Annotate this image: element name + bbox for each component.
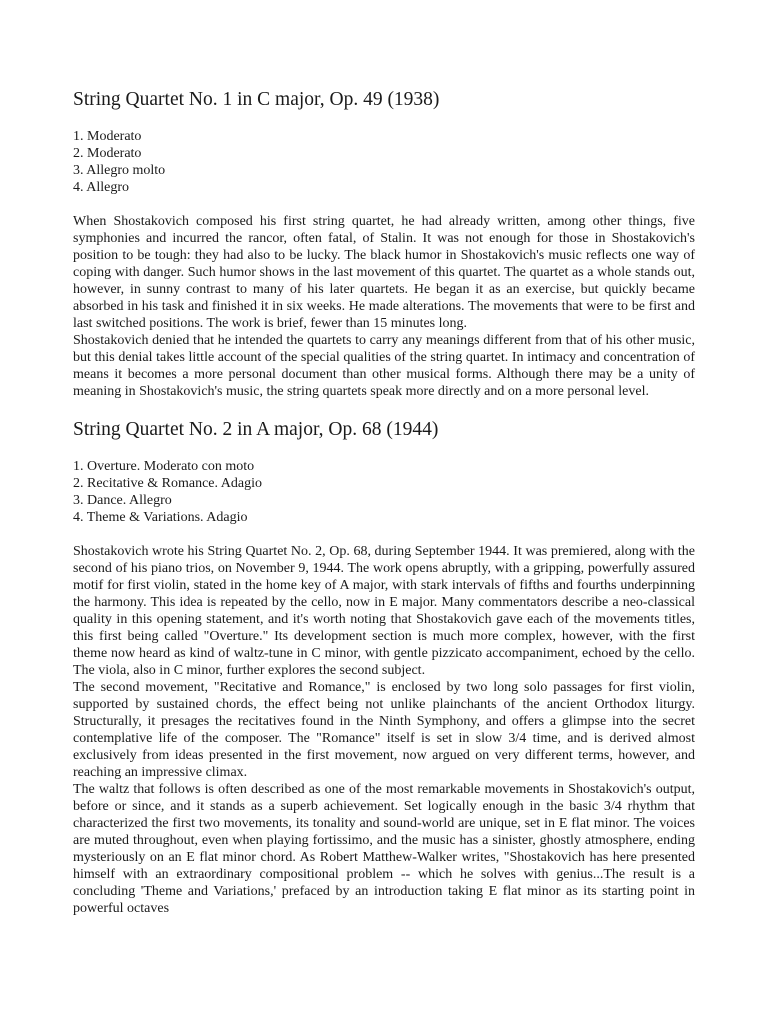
body-paragraph: Shostakovich wrote his String Quartet No. 2, Op. 68, during September 1944. It was premiered, along with the second of his piano trios, on November 9, 1944. The work opens abruptly, with a gripping, powerfully assured motif for first violin, stated in the home key of A major, with stark intervals of fifths and fourths underpinning the harmony. This idea is repeated by the cello, now in E major. Many commentators describe a neo-classical quality in this opening statement, and it's worth noting that Shostakovich gave each of the movements titles, this first being called "Overture." Its development section is much more complex, however, with the first theme now heard as kind of waltz-tune in C minor, with gentle pizzicato accompaniment, echoed by the cello. The viola, also in C minor, further explores the second subject. — [73, 544, 695, 678]
body-paragraph: The waltz that follows is often described as one of the most remarkable movements in Shostakovich's output, before or since, and it stands as a superb achievement. Set logically enough in the basic 3/4 rhythm that characterized the first two movements, its tonality and sound-world are unique, set in E flat minor. The voices are muted throughout, even when playing fortissimo, and the music has a sinister, ghostly atmosphere, ending mysteriously on an E flat minor chord. As Robert Matthew-Walker writes, "Shostakovich has here presented himself with an extraordinary compositional problem -- which he solves with genius...The result is a concluding 'Theme and Variations,' prefaced by an introduction taking E flat minor as its starting point in powerful octaves — [73, 782, 695, 916]
body-paragraph: The second movement, "Recitative and Romance," is enclosed by two long solo passages for first violin, supported by sustained chords, the effect being not unlike plainchants of the ancient Orthodox liturgy. Structurally, it presages the recitatives found in the Ninth Symphony, and offers a glimpse into the secret contemplative life of the composer. The "Romance" itself is set in slow 3/4 time, and is derived almost exclusively from ideas presented in the first movement, now argued on very different terms, however, and reaching an impressive climax. — [73, 680, 695, 780]
quartet-1-title: String Quartet No. 1 in C major, Op. 49 (1938) — [73, 89, 440, 110]
movement-item: 1. Overture. Moderato con moto — [73, 459, 255, 474]
movement-item: 4. Allegro — [73, 180, 129, 195]
body-paragraph: When Shostakovich composed his first string quartet, he had already written, among other things, five symphonies and incurred the rancor, often fatal, of Stalin. It was not enough for those in Shostakovich's position to be tough: they had also to be lucky. The black humor in Shostakovich's music reflects one way of coping with danger. Such humor shows in the last movement of this quartet. The quartet as a whole stands out, however, in sunny contrast to many of his later quartets. He began it as an exercise, but quickly became absorbed in his task and finished it in six weeks. He made alterations. The movements that were to be first and last switched positions. The work is brief, fewer than 15 minutes long. — [73, 214, 695, 331]
movement-item: 1. Moderato — [73, 129, 142, 144]
quartet-1-section — [73, 88, 695, 400]
quartet-1-movement-list — [73, 128, 695, 196]
movement-item: 3. Dance. Allegro — [73, 493, 172, 508]
movement-item: 4. Theme & Variations. Adagio — [73, 510, 248, 525]
body-paragraph: Shostakovich denied that he intended the quartets to carry any meanings different from that of his other music, but this denial takes little account of the special qualities of the string quartet. In intimacy and concentration of means it becomes a more personal document than other musical forms. Although there may be a unity of meaning in Shostakovich's music, the string quartets speak more directly and on a more personal level. — [73, 333, 695, 399]
movement-item: 2. Moderato — [73, 146, 142, 161]
quartet-2-section — [73, 418, 695, 917]
movement-item: 3. Allegro molto — [73, 163, 166, 178]
quartet-2-title: String Quartet No. 2 in A major, Op. 68 (1944) — [73, 419, 439, 440]
movement-item: 2. Recitative & Romance. Adagio — [73, 476, 262, 491]
quartet-2-movement-list — [73, 458, 695, 526]
